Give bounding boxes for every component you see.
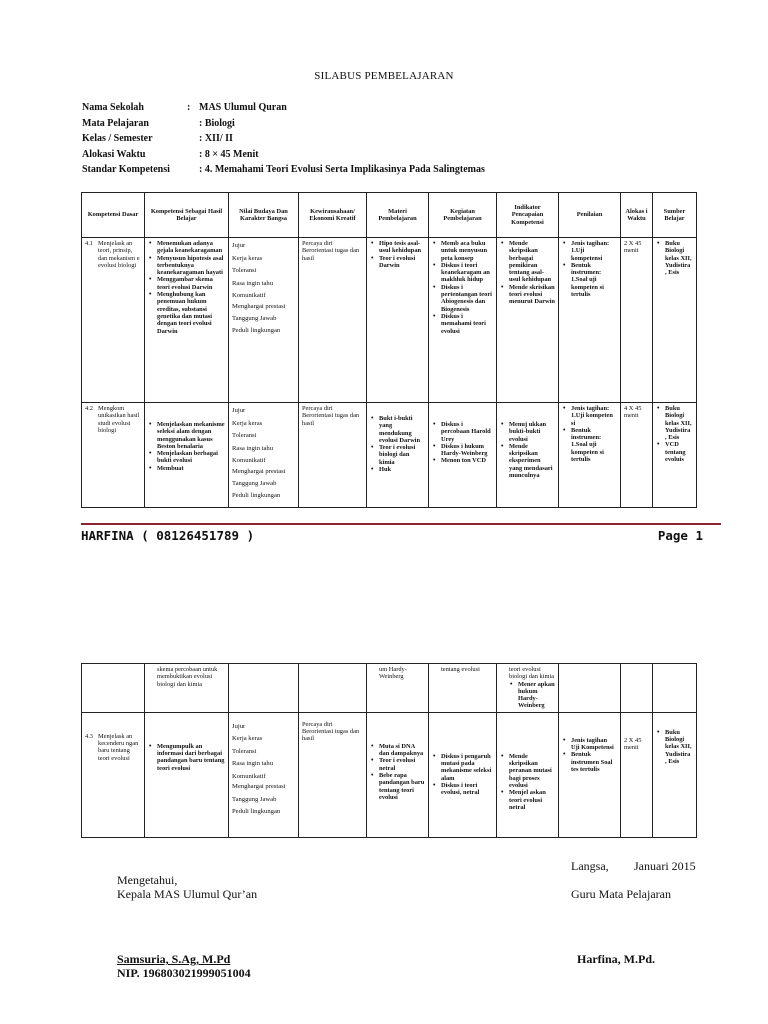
waktu-cell: 2 X 45 menit [621,712,653,837]
materi-cell [367,403,429,508]
syllabus-table-page2 [81,663,697,838]
kd-cell [82,664,145,713]
column-header: Nilai Budaya Dan Karakter Bangsa [229,193,299,238]
meta-sep [187,116,199,132]
meta-label: Nama Sekolah [82,102,144,113]
list-item: • Diskus i pengaruh mutasi pada mekanisme seleksi alam [441,753,493,782]
column-header: Sumber Belajar [653,193,697,238]
list-item: • Mende skripsikan peranan mutasi bagi proses evolusi [509,753,555,789]
list-item: • Mende skripsikan berbagai pemikiran tentang asal-usul kehidupan [509,240,555,284]
meta-value: : 8 × 45 Menit [199,148,259,160]
nilai-item: Toleransi [232,267,257,274]
materi-cell [367,238,429,403]
kegiatan-cell [429,403,497,508]
identity-block [82,100,485,178]
meta-value: MAS Ulumul Quran [199,102,287,113]
signature-right-name: Harfina, M.Pd. [577,952,655,966]
meta-value: : Biologi [199,117,235,129]
nilai-item: Menghargai prestasi [232,783,286,791]
list-item: • Jenis tagihan: 1.Uji kompeten si [571,405,617,427]
hasil-cell [145,238,229,403]
list-item: • Teor i evolusi netral [379,757,425,772]
kd-number: 4.2 [85,405,93,412]
nilai-item: Jujur [232,407,246,414]
list-item: • Teor i evolusi biologi dan kimia [379,444,425,466]
meta-sep [187,147,199,163]
sumber-cell [653,238,697,403]
page-title: SILABUS PEMBELAJARAN [314,70,454,82]
nilai-item: Kerja keras [232,735,263,743]
nilai-cell [229,712,299,837]
penilaian-cell [559,712,621,837]
list-item: • Bukt i-bukti yang mendukung evolusi Darwin [379,415,425,444]
list-item: • Hipo tesis asal-usul kehidupan [379,240,425,255]
kd-number: 4.3 [85,732,93,740]
cell-text: teori evolusi biologi dan kimia [509,666,555,681]
penilaian-cell [559,238,621,403]
list-item: • Menuj ukkan bukti-bukti evolusi [509,421,555,443]
list-item: • Menghubung kan penemuan hukum ereditas, substansi genetika dan mutasi dengan teori evolusi Darwin [157,291,225,335]
table-row [82,664,697,713]
signature-left-name: Samsuria, S.Ag, M.Pd [117,952,231,966]
list-item: • Memb aca buku untuk menyusun peta konsep [441,240,493,262]
kegiatan-cell [429,238,497,403]
nilai-item: Kerja keras [232,254,263,262]
nilai-cell [229,238,299,403]
nilai-item: Rasa ingin tahu [232,444,274,452]
waktu-cell [621,664,653,713]
kewirausahaan-cell: Percaya diri Berorientasi tugas dan hasil [299,238,367,403]
meta-value: : XII/ II [199,133,233,144]
nilai-item: Rasa ingin tahu [232,760,274,768]
nilai-item: Komunikatif [232,292,266,299]
list-item: • Menemukan adanya gejala keanekaragaman [157,240,225,255]
column-header: Kompetensi Dasar [82,193,145,238]
cell-text: um Hardy-Weinberg [379,666,407,681]
penilaian-cell [559,664,621,713]
list-item: • Bentuk instrumen: 1.Soal uji kompeten si tertulis [571,262,617,298]
nilai-item: Menghargai prestasi [232,302,286,310]
waktu-cell: 4 X 45 menit [621,403,653,508]
list-item: • Diskus i memahami teori evolusi [441,313,493,335]
hasil-cell [145,664,229,713]
nilai-item: Toleransi [232,432,257,439]
signature-place: Langsa, [571,859,609,873]
list-item: • Bebe rapa pandangan baru tentang teori evolusi [379,772,425,801]
list-item: • Buku Biologi kelas XII, Yudistira , Esis [665,405,693,441]
signature-date: Januari 2015 [634,859,696,873]
nilai-item: Menghargai prestasi [232,467,286,475]
meta-label: Mata Pelajaran [82,117,149,129]
hasil-cell [145,403,229,508]
kd-cell [82,403,145,508]
column-header: Materi Pembelajaran [367,193,429,238]
list-item: • Diskus i teori keanekaragam an makhluk hidup [441,262,493,284]
signature-left-nip: NIP. 196803021999051004 [117,966,251,980]
kd-text: Mengkom unikasikan hasil studi evolusi biologi [98,405,140,434]
meta-row [82,147,485,163]
nilai-item: Toleransi [232,747,257,755]
column-header: Kompetensi Sebagai Hasil Belajar [145,193,229,238]
kegiatan-cell [429,664,497,713]
meta-sep [187,162,199,178]
list-item: • Buku Biologi kelas XII, Yudistira , Esis [665,240,693,276]
list-item: • Jenis tagihan: 1.Uji kompetensi [571,240,617,262]
kd-cell [82,712,145,837]
nilai-item: Kerja keras [232,419,263,427]
meta-label: Standar Kompetensi [82,164,170,175]
cell-text: tentang evolusi [441,666,480,673]
table-row [82,238,697,403]
nilai-item: Peduli lingkungan [232,492,281,500]
column-header: Alokas i Waktu [621,193,653,238]
meta-sep [187,131,199,147]
nilai-cell [229,664,299,713]
list-item: • Teor i evolusi Darwin [379,255,425,270]
list-item: • Buku Biologi kelas XII, Yudistira , Esis [665,729,693,765]
list-item: • Diskus i hukum Hardy-Weinberg [441,443,493,458]
signature-left-title: Kepala MAS Ulumul Qur’an [117,887,258,901]
kd-number: 4.1 [85,240,93,247]
footer-divider [81,523,721,525]
meta-row [82,116,485,132]
nilai-item: Komunikatif [232,772,266,780]
list-item: • Bentuk instrumen: 1.Soal uji kompeten si tertulis [571,427,617,463]
nilai-item: Jujur [232,722,246,730]
signature-acknowledged: Mengetahui, [117,873,178,887]
list-item: • Menjelaskan mekanisme seleksi alam dengan menggunakan kasus Beston benalaria [157,421,225,450]
list-item: • Huk [379,466,425,473]
nilai-item: Peduli lingkungan [232,327,281,335]
list-item: • Bentuk instrumen Soal tes tertulis [571,751,617,773]
list-item: • Menjelaskan berbagai bukti evolusi [157,450,225,465]
meta-row [82,100,485,116]
meta-label: Kelas / Semester [82,133,153,144]
list-item: • Menjel askan teori evolusi netral [509,789,555,811]
sumber-cell [653,712,697,837]
list-item: • Menggambar skema teori evolusi Darwin [157,276,225,291]
kegiatan-cell [429,712,497,837]
column-header: Kegiatan Pembelajaran [429,193,497,238]
table-row [82,403,697,508]
list-item: • Muta si DNA dan dampaknya [379,743,425,758]
list-item: • Jenis tagihan Uji Kompetensi [571,737,617,752]
list-item: • Diskus i percobaan Harold Urey [441,421,493,443]
materi-cell [367,712,429,837]
nilai-item: Komunikatif [232,457,266,464]
indikator-cell [497,403,559,508]
nilai-item: Rasa ingin tahu [232,279,274,287]
indikator-cell [497,238,559,403]
syllabus-table-page1 [81,192,697,508]
signature-right-title: Guru Mata Pelajaran [571,887,671,901]
column-header: Penilaian [559,193,621,238]
nilai-cell [229,403,299,508]
nilai-item: Tanggung Jawab [232,795,277,803]
list-item: • Diskus i teori evolusi, netral [441,782,493,797]
list-item: • Mener apkan hukum Hardy-Weinberg [518,681,555,710]
column-header: Indikator Pencapaian Kompetensi [497,193,559,238]
kewirausahaan-cell: Percaya diri Berorientasi tugas dan hasil [299,403,367,508]
cell-text: skema percobaan untuk membuktikan evolusi biologi dan kimia [157,666,218,688]
sumber-cell [653,664,697,713]
footer-author: HARFINA ( 08126451789 ) [81,528,255,543]
hasil-cell [145,712,229,837]
meta-row [82,162,485,178]
kd-cell [82,238,145,403]
waktu-cell: 2 X 45 menit [621,238,653,403]
meta-row [82,131,485,147]
list-item: • VCD tentang evoluis [665,441,693,463]
list-item: • Mengumpulk an informasi dari berbagai pandangan baru tentang teori evolusi [157,743,225,772]
nilai-item: Jujur [232,242,246,249]
indikator-cell [497,712,559,837]
sumber-cell [653,403,697,508]
kd-text: Menjelask an teori, prinsip, dan mekanism e evolusi biologi [98,240,140,269]
list-item: • Menyusun hipotesis asal terbentuknya keanekaragaman hayati [157,255,225,277]
kd-text: Menjelask an kecenderu ngan baru tentang teori evolusi [98,732,139,762]
meta-sep: : [187,102,191,113]
list-item: • Membuat [157,465,225,472]
kewirausahaan-cell [299,664,367,713]
meta-label: Alokasi Waktu [82,148,146,160]
column-header: Kewirausahaan/ Ekonomi Kreatif [299,193,367,238]
table-row [82,712,697,837]
kewirausahaan-cell: Percaya diri Berorientasi tugas dan hasil [299,712,367,837]
nilai-item: Peduli lingkungan [232,808,281,816]
list-item: • Mende skripsikan eksperimen yang mendasari munculnya [509,443,555,479]
table-header-row [82,193,697,238]
meta-value: : 4. Memahami Teori Evolusi Serta Implikasinya Pada Salingtemas [199,164,485,175]
footer-page-number: Page 1 [657,528,703,543]
indikator-cell [497,664,559,713]
materi-cell [367,664,429,713]
list-item: • Diskus i pertentangan teori Abiogenesis dan Biogenesis [441,284,493,313]
list-item: • Mende skrisikan teori evolusi menurut Darwin [509,284,555,306]
list-item: • Menon ton VCD [441,457,493,464]
penilaian-cell [559,403,621,508]
nilai-item: Tanggung Jawab [232,314,277,322]
nilai-item: Tanggung Jawab [232,479,277,487]
